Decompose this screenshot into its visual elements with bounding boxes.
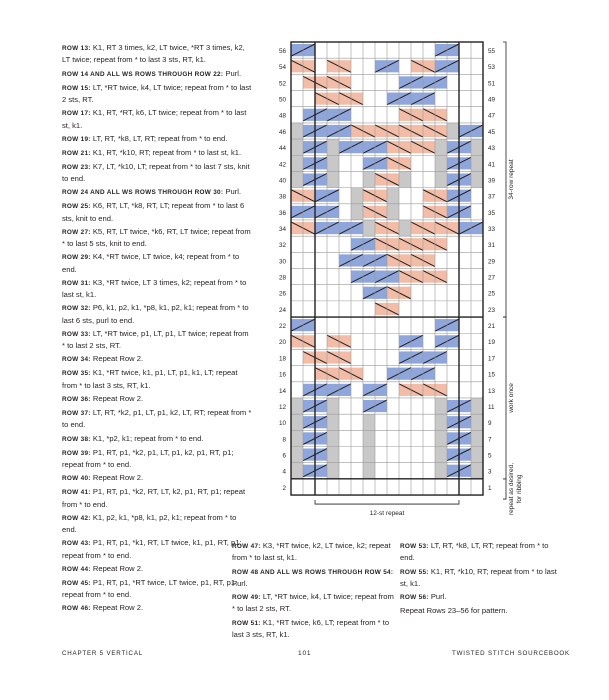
row-label: ROW 19:	[62, 135, 91, 143]
row-instruction-text: Repeat Row 2.	[92, 354, 144, 364]
row-instruction-text: Purl.	[225, 68, 242, 78]
row-number-right: 17	[488, 355, 496, 363]
row-instruction-text: LT, *RT twice, k4, LT twice; repeat from * to last 2 sts, RT.	[232, 592, 394, 614]
row-label: ROW 44:	[62, 565, 91, 573]
row-label: ROW 31:	[62, 279, 91, 287]
purl-stitch-cell	[363, 414, 375, 430]
row-instruction-text: K4, *RT twice, LT twice, k4; repeat from * to end.	[62, 252, 240, 274]
row-number-right: 3	[488, 468, 492, 476]
row-number-left: 4	[282, 468, 286, 476]
row-label: ROW 53:	[400, 543, 429, 550]
row-number-right: 21	[488, 323, 496, 331]
purl-stitch-cell	[327, 414, 339, 430]
row-number-left: 24	[278, 306, 286, 314]
row-instruction-text: K1, *RT twice, k6, LT; repeat from * to last 3 sts, RT, k1.	[232, 617, 390, 639]
purl-stitch-cell	[363, 171, 375, 187]
row-instruction-text: K1, RT, *k10, RT; repeat from * to last st, k1.	[400, 566, 557, 588]
row-number-right: 41	[488, 161, 496, 169]
row-label: ROW 23:	[62, 163, 91, 171]
work-once-bracket	[503, 317, 506, 479]
row-number-right: 51	[488, 80, 496, 88]
row-number-right: 31	[488, 242, 496, 250]
purl-stitch-cell	[291, 398, 303, 414]
row-instruction-text: LT, *RT twice, p1, LT, p1, LT twice; repeat from * to last 2 sts, RT.	[62, 328, 249, 351]
ribbing-bracket	[503, 479, 506, 499]
purl-stitch-cell	[291, 123, 303, 139]
footer-page-number: 101	[298, 650, 312, 657]
row-number-left: 52	[278, 80, 286, 88]
row-label: ROW 33:	[62, 330, 91, 338]
row-label: ROW 47:	[232, 543, 261, 550]
row-number-left: 18	[278, 355, 286, 363]
repeat-bracket	[315, 500, 459, 504]
row-number-left: 54	[278, 64, 286, 72]
purl-stitch-cell	[435, 463, 447, 479]
row-number-left: 36	[278, 209, 286, 217]
row-instruction-text: K1, RT, *k10, RT; repeat from * to last st, k1.	[92, 147, 242, 157]
purl-stitch-cell	[471, 139, 483, 155]
row-instruction-text: LT, *RT twice, k4, LT twice; repeat from * to last 2 sts, RT.	[62, 82, 252, 104]
row-instruction-text: Purl.	[430, 592, 447, 601]
row-number-left: 22	[278, 323, 286, 331]
row-instruction-text: P1, RT, p1, *k2, p1, LT, p1, k2, p1, RT, p1; repeat from * to end.	[62, 447, 234, 470]
row-instruction-text: K1, RT, *RT, k6, LT twice; repeat from * to last st, k1.	[62, 108, 247, 130]
row-instruction-text: K1, *RT twice, k1, p1, LT, p1, k1, LT; repeat from * to last 3 sts, RT, k1.	[62, 368, 238, 390]
purl-stitch-cell	[471, 398, 483, 414]
purl-stitch-cell	[327, 430, 339, 446]
row-instruction-text: LT, RT, *k8, LT, RT; repeat from * to end.	[400, 541, 549, 563]
row-instruction-text: Repeat Row 2.	[92, 563, 144, 573]
row-label: ROW 43:	[62, 540, 91, 548]
row-instruction-text: P1, RT, p1, *k1, RT, LT twice, k1, p1, RT, p1; repeat from * to end.	[62, 538, 242, 560]
row-number-right: 49	[488, 96, 496, 104]
purl-stitch-cell	[471, 430, 483, 446]
row-label: ROW 39:	[62, 449, 91, 457]
row-number-left: 40	[278, 177, 286, 185]
purl-stitch-cell	[327, 155, 339, 171]
row-number-left: 38	[278, 193, 286, 201]
row-instruction-text: K3, *RT twice, LT 3 times, k2; repeat from * to last st, k1.	[62, 277, 247, 300]
row-number-left: 50	[278, 96, 286, 104]
row-number-right: 23	[488, 306, 496, 314]
row-label: ROW 35:	[62, 370, 91, 378]
row-label: ROW 46:	[62, 605, 91, 613]
row-instruction-text: Repeat Row 2.	[92, 473, 144, 483]
row-label: ROW 56:	[400, 594, 429, 601]
purl-stitch-cell	[435, 139, 447, 155]
purl-stitch-cell	[435, 155, 447, 171]
row-number-left: 26	[278, 290, 286, 298]
purl-stitch-cell	[291, 155, 303, 171]
row-number-left: 14	[278, 387, 286, 395]
row-label: ROW 27:	[62, 228, 91, 236]
row-number-left: 44	[278, 145, 286, 153]
ribbing-label: repeat as desired,for ribbing	[508, 462, 523, 515]
row-number-left: 32	[278, 242, 286, 250]
row-instruction-text: LT, RT, *k8, LT, RT; repeat from * to end.	[92, 133, 228, 143]
row-instruction-text: Repeat Rows 23–56 for pattern.	[400, 606, 508, 616]
purl-stitch-cell	[435, 447, 447, 463]
row-instruction-text: K6, RT, LT, *k8, RT, LT; repeat from * to last 6 sts, knit to end.	[62, 201, 245, 223]
row-number-right: 37	[488, 193, 496, 201]
row-repeat-label: 34-row repeat	[508, 159, 515, 200]
row-instruction-text: K7, LT, *k10, LT; repeat from * to last 7 sts, knit to end.	[62, 161, 250, 184]
purl-stitch-cell	[471, 414, 483, 430]
row-instruction-text: Purl.	[232, 578, 248, 588]
row-instruction-text: K1, RT 3 times, k2, LT twice, *RT 3 times, k2, LT twice; repeat from * to last 3 sts, RT, k1.	[62, 43, 245, 65]
row-label: ROW 40:	[62, 475, 91, 483]
row-number-left: 46	[278, 128, 286, 136]
row-number-left: 12	[278, 403, 286, 411]
row-number-left: 34	[278, 225, 286, 233]
row-instruction-text: Repeat Row 2.	[92, 393, 144, 403]
row-number-right: 7	[488, 436, 492, 444]
purl-stitch-cell	[399, 171, 411, 187]
row-number-left: 2	[282, 484, 286, 492]
purl-stitch-cell	[387, 188, 399, 204]
row-number-left: 6	[282, 452, 286, 460]
row-number-right: 9	[488, 420, 492, 428]
row-number-left: 10	[278, 420, 286, 428]
purl-stitch-cell	[435, 430, 447, 446]
row-label: ROW 45:	[62, 579, 91, 587]
row-label: ROW 55:	[400, 568, 429, 576]
row-number-right: 19	[488, 339, 496, 347]
row-label: ROW 37:	[62, 410, 91, 418]
purl-stitch-cell	[351, 204, 363, 220]
footer-chapter: CHAPTER 5 VERTICAL	[62, 650, 143, 657]
row-number-left: 42	[278, 161, 286, 169]
purl-stitch-cell	[291, 447, 303, 463]
row-instruction-text: LT, RT, *k2, p1, LT, p1, k2, LT, RT; repeat from * to end.	[62, 408, 252, 430]
row-number-right: 29	[488, 258, 496, 266]
row-instruction-text: P6, k1, p2, k1, *p8, k1, p2, k1; repeat from * to last 6 sts, purl to end.	[62, 303, 249, 325]
row-number-right: 33	[488, 225, 496, 233]
purl-stitch-cell	[435, 414, 447, 430]
purl-stitch-cell	[327, 139, 339, 155]
purl-stitch-cell	[387, 204, 399, 220]
row-instruction-text: K3, *RT twice, k2, LT twice, k2; repeat from * to last st, k1.	[232, 541, 391, 563]
purl-stitch-cell	[291, 463, 303, 479]
row-instruction-text: K1, p2, k1, *p8, k1, p2, k1; repeat from * to end.	[62, 512, 237, 535]
purl-stitch-cell	[291, 139, 303, 155]
purl-stitch-cell	[351, 188, 363, 204]
row-label: ROW 29:	[62, 254, 91, 262]
purl-stitch-cell	[291, 414, 303, 430]
row-number-left: 28	[278, 274, 286, 282]
row-label: ROW 24 AND ALL WS ROWS THROUGH ROW 30:	[62, 189, 224, 197]
row-repeat-bracket	[503, 42, 506, 317]
purl-stitch-cell	[363, 463, 375, 479]
row-number-right: 27	[488, 274, 496, 282]
row-number-right: 1	[488, 484, 492, 492]
row-number-left: 20	[278, 339, 286, 347]
row-label: ROW 21:	[62, 149, 91, 157]
row-number-right: 13	[488, 387, 496, 395]
row-label: ROW 36:	[62, 395, 91, 403]
row-label: ROW 15:	[62, 84, 91, 92]
footer-book-title: TWISTED STITCH SOURCEBOOK	[452, 650, 570, 657]
row-number-right: 39	[488, 177, 496, 185]
purl-stitch-cell	[363, 447, 375, 463]
row-number-right: 43	[488, 145, 496, 153]
purl-stitch-cell	[471, 171, 483, 187]
purl-stitch-cell	[327, 171, 339, 187]
purl-stitch-cell	[447, 123, 459, 139]
row-instruction-text: K1, *p2, k1; repeat from * to end.	[92, 433, 204, 443]
purl-stitch-cell	[327, 447, 339, 463]
row-label: ROW 13:	[62, 45, 91, 52]
purl-stitch-cell	[471, 463, 483, 479]
row-instruction-text: P1, RT, p1, *RT twice, LT twice, p1, RT, p1; repeat from * to end.	[62, 577, 238, 600]
row-number-right: 45	[488, 128, 496, 136]
work-once-label: work once	[508, 383, 515, 413]
row-label: ROW 17:	[62, 110, 91, 118]
row-number-right: 55	[488, 48, 496, 56]
row-label: ROW 25:	[62, 203, 91, 211]
purl-stitch-cell	[435, 171, 447, 187]
row-number-right: 47	[488, 112, 496, 120]
row-label: ROW 42:	[62, 514, 91, 522]
row-instruction-text: K5, RT, LT twice, *k6, RT, LT twice; repeat from * to last 5 sts, knit to end.	[62, 226, 251, 249]
row-instruction-text: Purl.	[225, 187, 242, 197]
row-number-right: 35	[488, 209, 496, 217]
row-number-left: 56	[278, 48, 286, 56]
row-label: ROW 48 AND ALL WS ROWS THROUGH ROW 54:	[232, 568, 394, 576]
row-label: ROW 32:	[62, 305, 91, 313]
row-label: ROW 14 AND ALL WS ROWS THROUGH ROW 22:	[62, 70, 224, 78]
row-label: ROW 34:	[62, 356, 91, 364]
purl-stitch-cell	[435, 398, 447, 414]
purl-stitch-cell	[291, 430, 303, 446]
purl-stitch-cell	[471, 447, 483, 463]
purl-stitch-cell	[327, 463, 339, 479]
row-label: ROW 49:	[232, 594, 261, 601]
row-number-right: 53	[488, 64, 496, 72]
row-number-right: 5	[488, 452, 492, 460]
purl-stitch-cell	[399, 220, 411, 236]
row-label: ROW 51:	[232, 619, 261, 627]
row-number-right: 25	[488, 290, 496, 298]
purl-stitch-cell	[291, 171, 303, 187]
row-number-left: 8	[282, 436, 286, 444]
purl-stitch-cell	[327, 398, 339, 414]
row-instruction-text: P1, RT, p1, *k2, RT, LT, k2, p1, RT, p1; repeat from * to end.	[62, 487, 246, 509]
row-number-left: 30	[278, 258, 286, 266]
row-number-right: 15	[488, 371, 496, 379]
row-label: ROW 38:	[62, 435, 91, 443]
row-number-right: 11	[488, 403, 495, 411]
row-number-left: 16	[278, 371, 286, 379]
row-number-left: 48	[278, 112, 286, 120]
row-label: ROW 41:	[62, 489, 91, 497]
purl-stitch-cell	[363, 220, 375, 236]
purl-stitch-cell	[471, 155, 483, 171]
purl-stitch-cell	[363, 430, 375, 446]
repeat-label: 12-st repeat	[369, 510, 405, 518]
row-instruction-text: Repeat Row 2.	[92, 603, 144, 613]
